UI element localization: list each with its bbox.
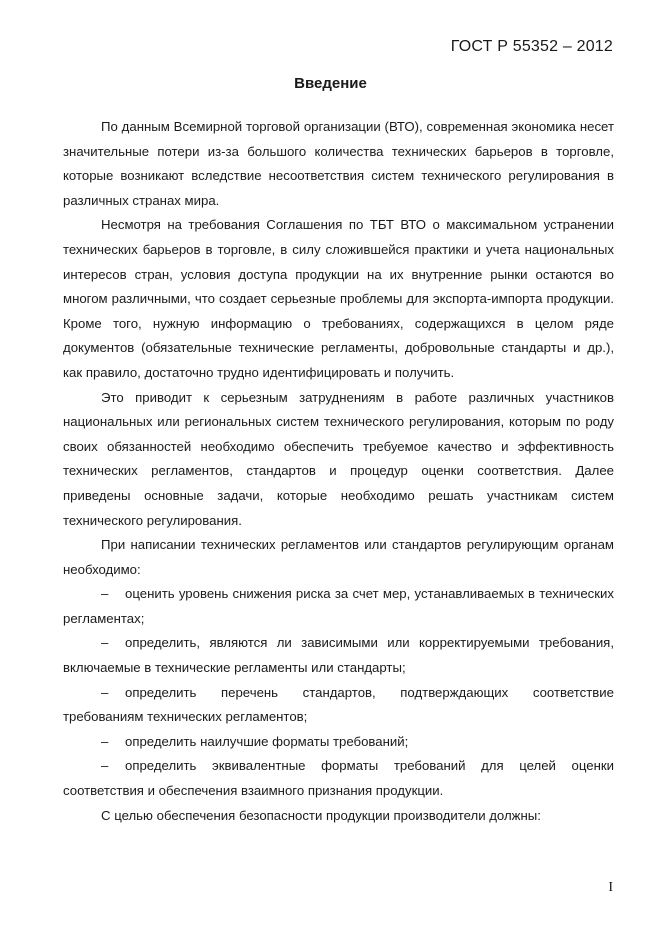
list-item-text: оценить уровень снижения риска за счет мер, устанавливаемых в технических регламентах; [63, 586, 614, 626]
list-marker: – [101, 586, 109, 602]
list-item [63, 631, 614, 680]
paragraph: По данным Всемирной торговой организации (ВТО), современная экономика несет значительные потери из-за большого количества технических барьеров в торговле, которые возникают вследствие несоответствия систем технического регулирования в различных странах мира. [63, 119, 614, 208]
list-marker: – [101, 758, 109, 774]
list-item [63, 754, 614, 803]
list-marker: – [101, 733, 109, 749]
list-item [63, 730, 614, 755]
list-item [63, 582, 614, 631]
list-item-text: определить эквивалентные форматы требований для целей оценки соответствия и обеспечения взаимного признания продукции. [63, 758, 614, 799]
list-marker: – [101, 684, 109, 700]
list-item-text: определить перечень стандартов, подтверждающих соответствие требованиям технических регламентов; [63, 684, 614, 725]
list-marker: – [101, 635, 109, 651]
document-code: ГОСТ Р 55352 – 2012 [450, 38, 613, 55]
paragraph: При написании технических регламентов или стандартов регулирующим органам необходимо: [63, 537, 614, 577]
closing-paragraph: С целью обеспечения безопасности продукции производители должны: [101, 807, 541, 823]
page-number: I [608, 880, 613, 895]
section-title: Введение [294, 75, 367, 92]
list-item-text: определить, являются ли зависимыми или корректируемыми требования, включаемые в технические регламенты или стандарты; [63, 635, 614, 676]
list-item-text: определить наилучшие форматы требований; [125, 733, 409, 749]
body-text [63, 115, 614, 828]
list-item [63, 681, 614, 730]
paragraph: Несмотря на требования Соглашения по ТБТ ВТО о максимальном устранении технических барьеров в торговле, в силу сложившейся практики и учета национальных интересов стран, условия доступа продукции на их внутренние рынки остаются во многом различными, что создает серьезные проблемы для экспорта-импорта продукции. Кроме того, нужную информацию о требованиях, содержащихся в целом ряде документов (обязательные технические регламенты, добровольные стандарты и др.), как правило, достаточно трудно идентифицировать и получить. [63, 217, 614, 380]
paragraph: Это приводит к серьезным затруднениям в работе различных участников национальных или региональных систем технического регулирования, которым по роду своих обязанностей необходимо обеспечить требуемое качество и эффективность технических регламентов, стандартов и процедур оценки соответствия. Далее приведены основные задачи, которые необходимо решать участникам систем технического регулирования. [63, 389, 614, 528]
